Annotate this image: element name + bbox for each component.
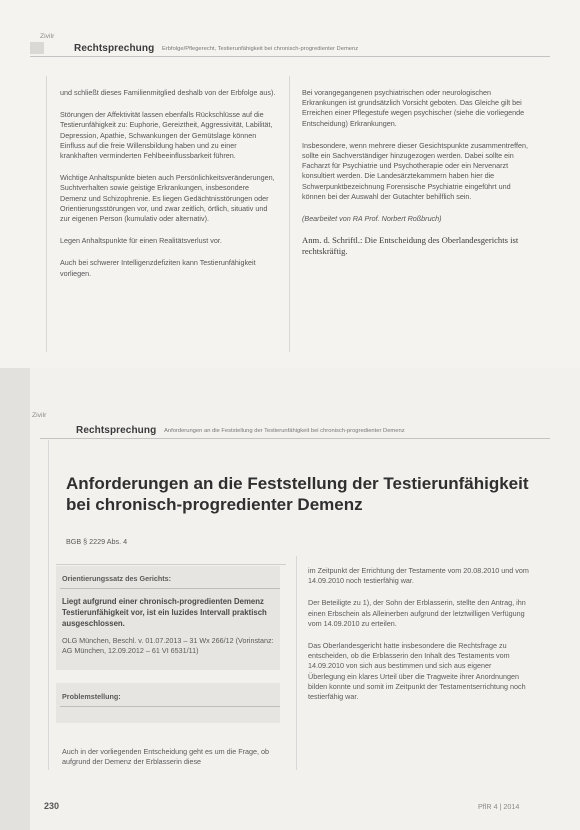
paragraph: Bei vorangegangenen psychiatrischen oder neurologischen Erkrankungen ist grundsätzlich Vorsicht geboten. Das Gleiche gilt bei Erreichen einer Pflegestufe wegen psychischer (siehe die vorliegende Entscheidung) Erkrankungen. — [302, 88, 525, 128]
paragraph: Der Beteiligte zu 1), der Sohn der Erblasserin, stellte den Antrag, ihn einen Erbschein als Alleinerben aufgrund der letztwilligen Verfügung vom 14.09.2010 zu erteilen. — [308, 598, 526, 628]
problem-rule — [60, 706, 280, 707]
header-tab — [30, 42, 44, 54]
article-title — [66, 473, 546, 515]
problem-body: Auch in der vorliegenden Entscheidung geht es um die Frage, ob aufgrund der Demenz der Erblasserin diese — [62, 747, 269, 767]
box-guiding-principle: Liegt aufgrund einer chronisch-progredienten Demenz Testierunfähigkeit vor, ist ein luzides Intervall praktisch ausgeschlossen. — [62, 597, 267, 628]
column-divider-upper — [289, 76, 290, 352]
runhead-title-lower: Rechtsprechung — [76, 425, 157, 436]
runhead-title-top: Rechtsprechung — [74, 43, 155, 54]
title-line-2: bei chronisch-progredienter Demenz — [66, 495, 363, 514]
header-rule-lower — [40, 438, 550, 439]
editor-note: (Bearbeitet von RA Prof. Norbert Roßbruch) — [302, 214, 442, 224]
section-label-lower: Zivilr — [32, 412, 47, 419]
law-reference: BGB § 2229 Abs. 4 — [66, 537, 128, 546]
title-line-1: Anforderungen an die Feststellung der Testierunfähigkeit — [66, 474, 529, 493]
box-heading: Orientierungssatz des Gerichts: — [62, 574, 172, 583]
paragraph: Auch bei schwerer Intelligenzdefiziten kann Testierunfähigkeit vorliegen. — [60, 258, 256, 278]
court-citation: OLG München, Beschl. v. 01.07.2013 – 31 Wx 266/12 (Vorinstanz: AG München, 12.09.2012 – 61 VI 6531/11) — [62, 636, 274, 656]
journal-issue: PflR 4 | 2014 — [478, 802, 520, 811]
runhead-sub-lower: Anforderungen an die Feststellung der Testierunfähigkeit bei chronisch-progredienter Demenz — [164, 428, 405, 434]
section-label-top: Zivilr — [40, 33, 55, 40]
upper-left-column — [60, 88, 276, 279]
paragraph: Störungen der Affektivität lassen ebenfalls Rückschlüsse auf die Testierunfähigkeit zu: Euphorie, Gereiztheit, Aggressivität, Labilität, Depression, Apathie, Schwankungen der Gemütslage können Einfluss auf die freie Willensbildung haben und zu einer krankhaften verminderten Fehlbeeinflussbarkeit führen. — [60, 110, 273, 161]
problem-box — [56, 683, 280, 723]
paragraph: Wichtige Anhaltspunkte bieten auch Persönlichkeitsveränderungen, Suchtverhalten sowie geistige Erkrankungen, insbesondere Demenz und Schizophrenie. Es liegen Gedächtnisstörungen oder Orientierungsstörungen vor, und zwar zeitlich, örtlich, situativ und zur eigenen Person (kumulativ oder alternativ). — [60, 173, 275, 224]
author-note: Anm. d. Schriftl.: Die Entscheidung des Oberlandesgerichts ist rechtskräftig. — [302, 235, 519, 256]
page-number: 230 — [44, 801, 60, 811]
column-divider-lower — [296, 556, 297, 770]
lower-right-column — [308, 566, 530, 702]
paragraph: im Zeitpunkt der Errichtung der Testamente vom 20.08.2010 und vom 14.09.2010 noch testierfähig war. — [308, 566, 529, 586]
box-inner-rule — [60, 588, 280, 589]
paragraph: und schließt dieses Familienmitglied deshalb von der Erbfolge aus). — [60, 88, 276, 97]
box-rule-top — [56, 564, 286, 565]
paragraph: Insbesondere, wenn mehrere dieser Gesichtspunkte zusammentreffen, sollte ein Sachverständiger hinzugezogen werden. Dabei sollte ein Facharzt für Psychiatrie und Psychotherapie oder ein Nervenarzt konsultiert werden. Die Landesärztekammern haben hier die Schwerpunktbezeichnung Forensische Psychiatrie eingeführt und können bei der Auswahl der Gutachter behilflich sein. — [302, 140, 528, 201]
paragraph: Legen Anhaltspunkte für einen Realitätsverlust vor. — [60, 236, 222, 246]
runhead-sub-top: Erbfolge/Pflegerecht, Testierunfähigkeit bei chronisch-progredienter Demenz — [162, 46, 359, 52]
header-rule-top — [30, 56, 550, 57]
paragraph: Das Oberlandesgericht hatte insbesondere die Rechtsfrage zu entscheiden, ob die Erblasserin den Inhalt des Testaments vom 14.09.2010 von sich aus bestimmen und sich aus eigener Überlegung ein klares Urteil über die Tragweite ihrer Anordnungen bilden konnte und somit im Zeitpunkt der Testamentserrichtung noch testierfähig war. — [308, 641, 526, 702]
problem-heading: Problemstellung: — [62, 692, 121, 701]
upper-right-column — [302, 88, 530, 256]
margin-line-lower — [48, 440, 49, 770]
margin-line-left — [46, 76, 47, 352]
